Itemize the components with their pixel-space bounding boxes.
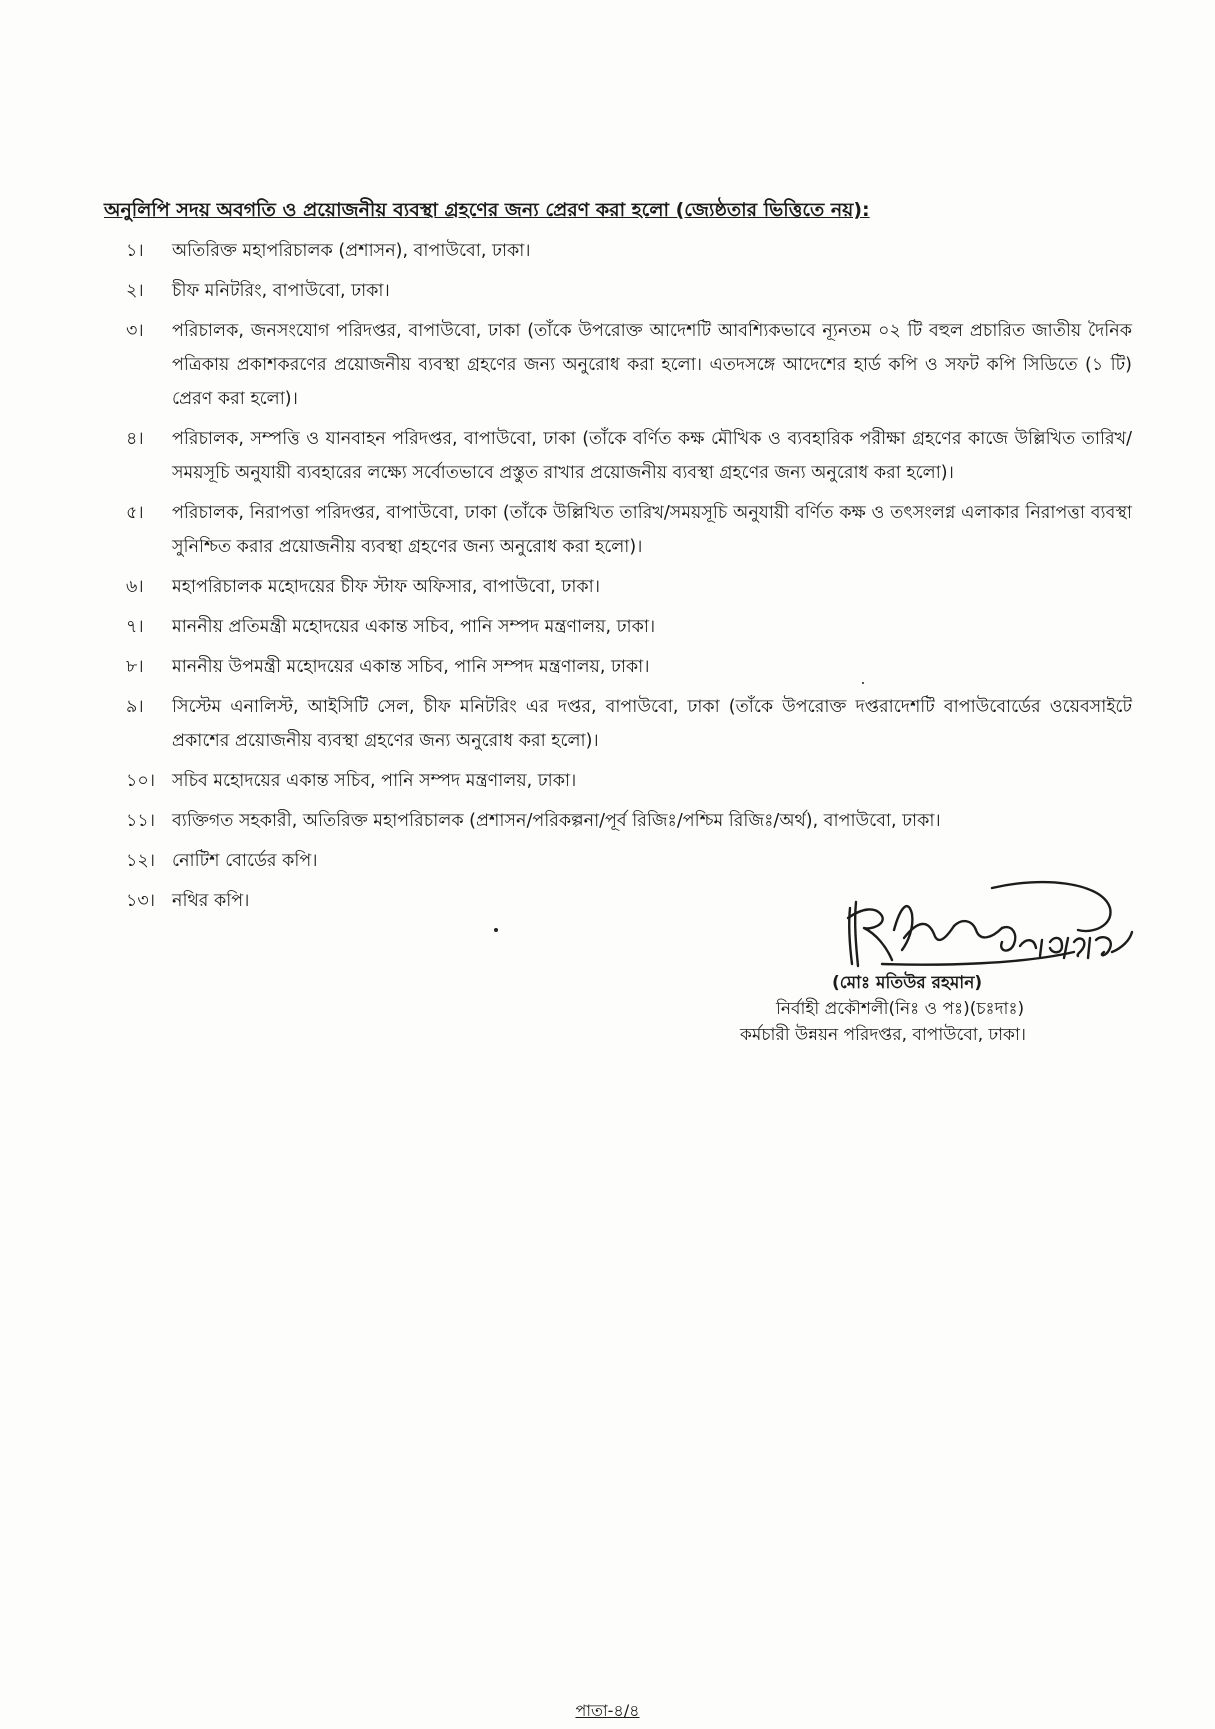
list-item-number: ১৩। — [126, 891, 155, 911]
copy-distribution-heading: অনুলিপি সদয় অবগতি ও প্রয়োজনীয় ব্যবস্থা গ্রহণের জন্য প্রেরণ করা হলো (জ্যেষ্ঠতার ভিত্তিতে নয়): — [104, 199, 870, 221]
list-item-text: পরিচালক, জনসংযোগ পরিদপ্তর, বাপাউবো, ঢাকা (তাঁকে উপরোক্ত আদেশটি আবশ্যিকভাবে ন্যূনতম ০২ টি বহুল প্রচারিত জাতীয় দৈনিক পত্রিকায় প্রকাশকরণের প্রয়োজনীয় ব্যবস্থা গ্রহণের জন্য অনুরোধ করা হলো। এতদসঙ্গে আদেশের হার্ড কপি ও সফট কপি সিডিতে (১ টি) প্রেরণ করা হলো)। — [172, 321, 1132, 409]
list-item — [126, 496, 1132, 564]
list-item-number: ৪। — [126, 429, 144, 449]
list-item — [126, 570, 1132, 604]
list-item-text: সিস্টেম এনালিস্ট, আইসিটি সেল, চীফ মনিটরিং এর দপ্তর, বাপাউবো, ঢাকা (তাঁকে উপরোক্ত দপ্তরাদেশটি বাপাউবোর্ডের ওয়েবসাইটে প্রকাশের প্রয়োজনীয় ব্যবস্থা গ্রহণের জন্য অনুরোধ করা হলো)। — [172, 697, 1132, 751]
list-item-number: ১০। — [126, 771, 155, 791]
list-item-number: ৮। — [126, 657, 144, 677]
list-item — [126, 314, 1132, 416]
list-item-text: নোটিশ বোর্ডের কপি। — [172, 851, 318, 871]
list-item — [126, 610, 1132, 644]
list-item — [126, 234, 1132, 268]
list-item-text: মাননীয় প্রতিমন্ত্রী মহোদয়ের একান্ত সচিব, পানি সম্পদ মন্ত্রণালয়, ঢাকা। — [172, 617, 656, 637]
list-item-number: ৯। — [126, 697, 144, 717]
list-item-number: ১১। — [126, 811, 155, 831]
list-item-text: পরিচালক, সম্পত্তি ও যানবাহন পরিদপ্তর, বাপাউবো, ঢাকা (তাঁকে বর্ণিত কক্ষ মৌখিক ও ব্যবহারিক পরীক্ষা গ্রহণের কাজে উল্লিখিত তারিখ/সময়সূচি অনুযায়ী ব্যবহারের লক্ষ্যে সর্বোতভাবে প্রস্তুত রাখার প্রয়োজনীয় ব্যবস্থা গ্রহণের জন্য অনুরোধ করা হলো)। — [172, 429, 1132, 483]
list-item-text: সচিব মহোদয়ের একান্ত সচিব, পানি সম্পদ মন্ত্রণালয়, ঢাকা। — [172, 771, 577, 791]
signatory-designation: নির্বাহী প্রকৌশলী(নিঃ ও পঃ)(চঃদাঃ) — [776, 999, 1025, 1019]
signatory-name: (মোঃ মতিউর রহমান) — [832, 973, 983, 993]
list-item-text: চীফ মনিটরিং, বাপাউবো, ঢাকা। — [172, 281, 390, 301]
list-item-text: মহাপরিচালক মহোদয়ের চীফ স্টাফ অফিসার, বাপাউবো, ঢাকা। — [172, 577, 600, 597]
list-item — [126, 422, 1132, 490]
page-number-footer — [0, 1698, 1215, 1725]
list-item-number: ৫। — [126, 503, 144, 523]
handwritten-signature — [842, 868, 1142, 978]
list-item — [126, 650, 1132, 684]
list-item-number: ১। — [126, 241, 144, 261]
list-item — [126, 690, 1132, 758]
list-item — [126, 764, 1132, 798]
scan-speck — [862, 682, 864, 684]
copy-recipient-list — [126, 234, 1132, 924]
list-item-number: ১২। — [126, 851, 155, 871]
list-item — [126, 804, 1132, 838]
list-item-number: ৭। — [126, 617, 144, 637]
list-item-text: ব্যক্তিগত সহকারী, অতিরিক্ত মহাপরিচালক (প্রশাসন/পরিকল্পনা/পূর্ব রিজিঃ/পশ্চিম রিজিঃ/অর্থ), বাপাউবো, ঢাকা। — [172, 811, 941, 831]
list-item-text: মাননীয় উপমন্ত্রী মহোদয়ের একান্ত সচিব, পানি সম্পদ মন্ত্রণালয়, ঢাকা। — [172, 657, 650, 677]
signature-block — [690, 970, 1160, 1048]
list-item-number: ২। — [126, 281, 144, 301]
signatory-office: কর্মচারী উন্নয়ন পরিদপ্তর, বাপাউবো, ঢাকা। — [740, 1025, 1026, 1045]
list-item — [126, 274, 1132, 308]
page-number: পাতা-৪/৪ — [575, 1701, 640, 1720]
scan-speck — [494, 928, 498, 932]
list-item-number: ৩। — [126, 321, 144, 341]
list-item-text: নথির কপি। — [172, 891, 250, 911]
list-item-text: অতিরিক্ত মহাপরিচালক (প্রশাসন), বাপাউবো, ঢাকা। — [172, 241, 531, 261]
list-item-text: পরিচালক, নিরাপত্তা পরিদপ্তর, বাপাউবো, ঢাকা (তাঁকে উল্লিখিত তারিখ/সময়সূচি অনুযায়ী বর্ণিত কক্ষ ও তৎসংলগ্ন এলাকার নিরাপত্তা ব্যবস্থা সুনিশ্চিত করার প্রয়োজনীয় ব্যবস্থা গ্রহণের জন্য অনুরোধ করা হলো)। — [172, 503, 1132, 557]
list-item-number: ৬। — [126, 577, 144, 597]
